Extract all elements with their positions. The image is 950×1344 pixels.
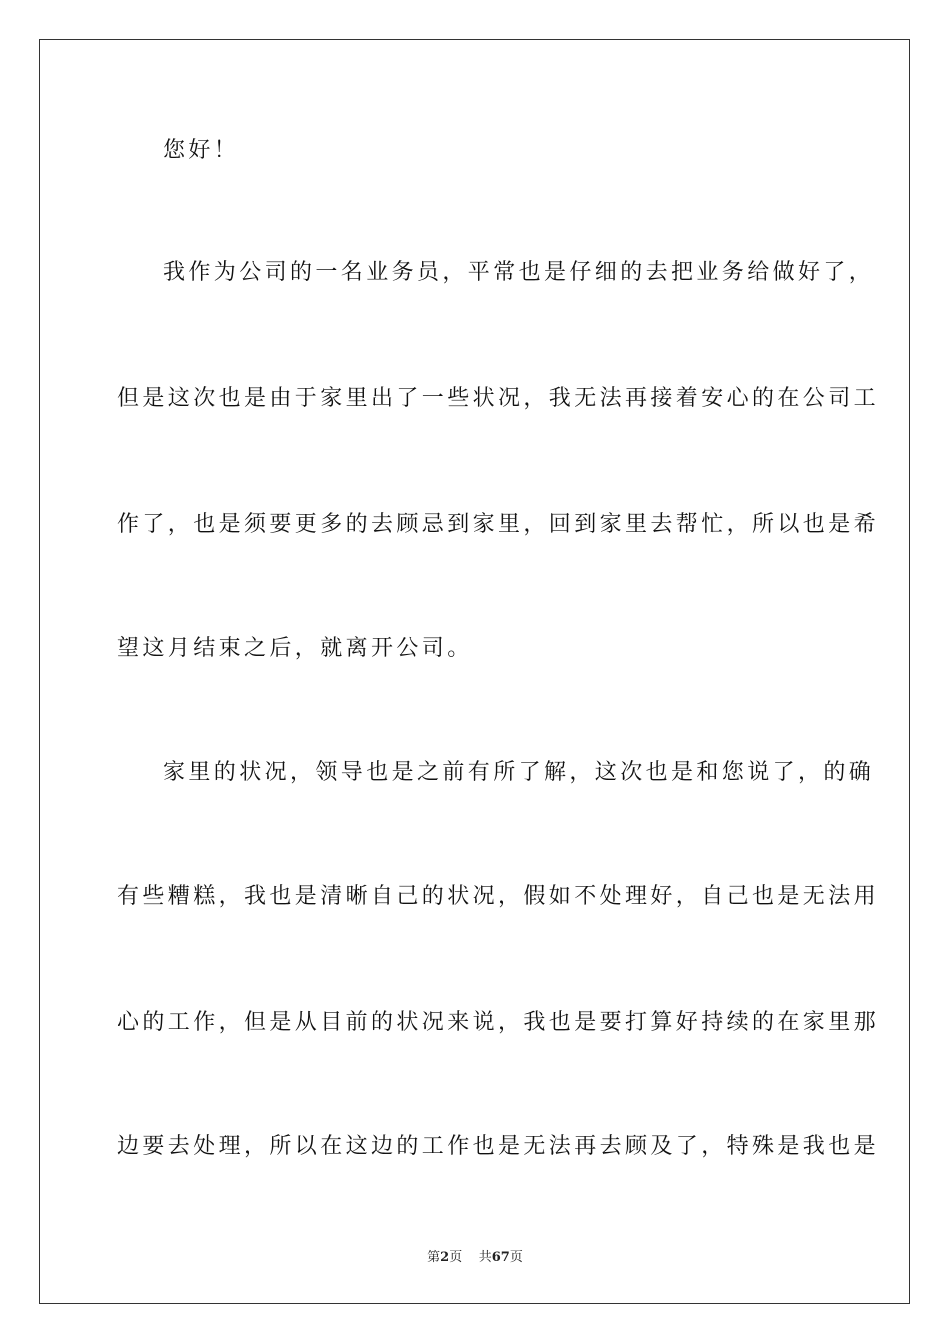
page-frame — [39, 39, 910, 1304]
page-number: 2 — [440, 1250, 450, 1265]
body-line-2: 但是这次也是由于家里出了一些状况，我无法再接着安心的在公司工 — [117, 386, 880, 411]
body-line-7: 心的工作，但是从目前的状况来说，我也是要打算好持续的在家里那 — [117, 1010, 880, 1035]
total-prefix: 共 — [478, 1250, 492, 1265]
body-line-6: 有些糟糕，我也是清晰自己的状况，假如不处理好，自己也是无法用 — [117, 884, 880, 909]
total-suffix: 页 — [509, 1250, 523, 1265]
body-line-4: 望这月结束之后，就离开公司。 — [117, 636, 473, 661]
body-line-8: 边要去处理，所以在这边的工作也是无法再去顾及了，特殊是我也是 — [117, 1134, 880, 1159]
body-line-3: 作了，也是须要更多的去顾忌到家里，回到家里去帮忙，所以也是希 — [117, 512, 880, 537]
page-suffix: 页 — [449, 1250, 463, 1265]
body-line-5: 家里的状况，领导也是之前有所了解，这次也是和您说了，的确 — [163, 760, 875, 785]
page-footer — [0, 1249, 950, 1267]
total-pages: 67 — [491, 1250, 510, 1265]
page-prefix: 第 — [427, 1250, 441, 1265]
greeting-line: 您好！ — [163, 138, 240, 163]
body-line-1: 我作为公司的一名业务员，平常也是仔细的去把业务给做好了， — [163, 260, 875, 285]
